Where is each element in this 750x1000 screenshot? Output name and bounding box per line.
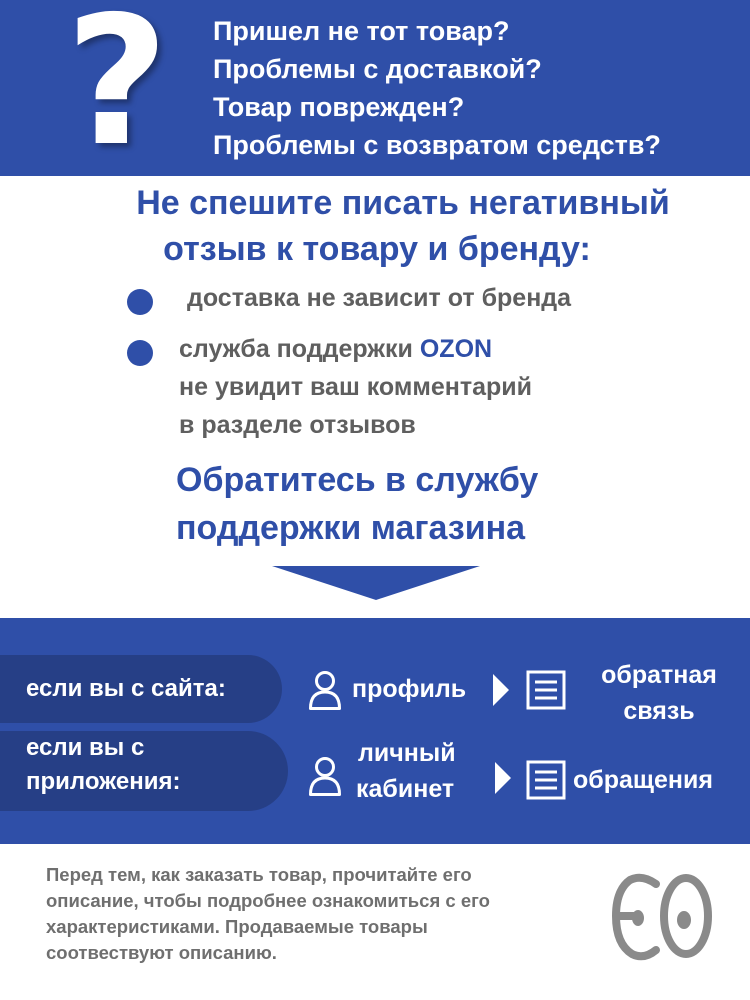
questions-list	[213, 12, 661, 164]
profile-step: профиль	[352, 675, 467, 703]
footer-note	[46, 862, 586, 966]
cta-line: Обратитесь в службу	[176, 461, 539, 499]
bullet-text-line: в разделе отзывов	[179, 411, 416, 439]
chevron-right-icon	[493, 670, 509, 710]
feedback-step	[576, 657, 742, 729]
bullet-text: доставка не зависит от бренда	[187, 284, 572, 312]
app-route-label	[26, 731, 180, 799]
site-route-label: если вы с сайта:	[26, 675, 226, 702]
bullet-text-prefix: служба поддержки	[179, 335, 420, 363]
requests-step: обращения	[573, 766, 713, 794]
feedback-step-line: связь	[623, 697, 695, 725]
brand-logo-icon	[610, 868, 714, 964]
question-line: Товар поврежден?	[213, 92, 465, 122]
cabinet-step	[356, 735, 456, 807]
cta-line: поддержки магазина	[176, 509, 526, 547]
call-to-action	[176, 456, 538, 552]
footer-line: характеристиками. Продаваемые товары	[46, 916, 428, 937]
down-arrow-icon	[272, 566, 480, 600]
footer-line: соотвествуют описанию.	[46, 942, 277, 963]
chevron-right-icon	[495, 758, 511, 798]
question-line: Проблемы с возвратом средств?	[213, 130, 661, 160]
cabinet-step-line: личный	[358, 739, 456, 767]
bullet-dot-icon	[127, 340, 153, 366]
bullet-text-line: не увидит ваш комментарий	[179, 373, 533, 401]
user-icon	[308, 756, 342, 796]
document-icon	[526, 760, 566, 800]
footer-line: описание, чтобы подробнее ознакомиться с его	[46, 890, 490, 911]
heading-line: Не спешите писать негативный	[136, 184, 670, 222]
cabinet-step-line: кабинет	[356, 775, 455, 803]
main-heading	[0, 180, 750, 272]
question-line: Проблемы с доставкой?	[213, 54, 542, 84]
question-line: Пришел не тот товар?	[213, 16, 510, 46]
heading-line: отзыв к товару и бренду:	[163, 230, 591, 268]
question-mark-icon: ?	[65, 0, 169, 185]
bullet-dot-icon	[127, 289, 153, 315]
user-icon	[308, 670, 342, 710]
ozon-brand-text: OZON	[419, 335, 493, 363]
app-route-label-line: приложения:	[26, 768, 181, 795]
app-route-label-line: если вы с	[26, 734, 145, 761]
document-icon	[526, 670, 566, 710]
footer-line: Перед тем, как заказать товар, прочитайте его	[46, 864, 472, 885]
bullet-text	[179, 330, 532, 444]
feedback-step-line: обратная	[601, 661, 717, 689]
